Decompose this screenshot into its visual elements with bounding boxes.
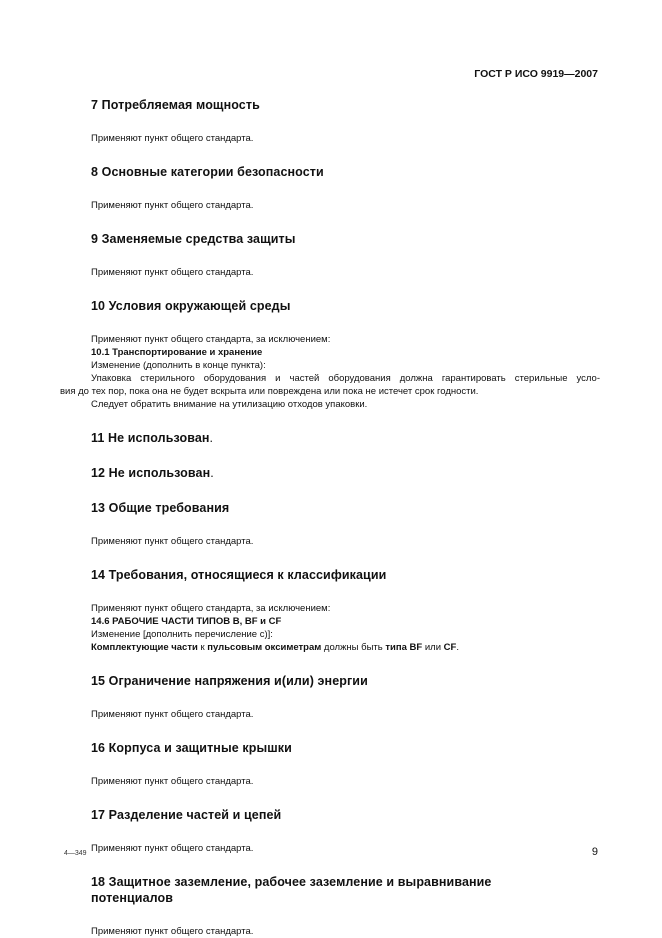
section-14-requirement <box>60 641 600 654</box>
section-10-body-line1: Упаковка стерильного оборудования и частей оборудования должна гарантировать стерильные усло- <box>91 373 600 384</box>
section-18-text: Применяют пункт общего стандарта. <box>91 926 254 937</box>
section-8-title: 8 Основные категории безопасности <box>91 165 324 179</box>
req-part3: пульсовым оксиметрам <box>207 642 322 653</box>
req-part5: типа BF <box>385 642 423 653</box>
section-18 <box>60 874 600 938</box>
section-12-title-text: 12 Не использован <box>91 466 211 480</box>
section-10-1-title-text: 10.1 Транспортирование и хранение <box>91 347 263 358</box>
req-part8: . <box>456 642 459 653</box>
section-14-change: Изменение [дополнить перечисление с)]: <box>91 629 273 640</box>
section-14-lead: Применяют пункт общего стандарта, за исключением: <box>91 603 331 614</box>
section-10-body-line2: вия до тех пор, пока она не будет вскрыта или повреждена или пока не истечет срок годности. <box>60 386 479 397</box>
section-16 <box>60 740 600 788</box>
section-10-change: Изменение (дополнить в конце пункта): <box>91 360 266 371</box>
section-14-6-title-text: 14.6 РАБОЧИЕ ЧАСТИ ТИПОВ В, BF и CF <box>91 616 282 627</box>
section-11-title <box>91 430 600 446</box>
section-17-title: 17 Разделение частей и цепей <box>91 808 282 822</box>
document-body <box>60 97 600 938</box>
section-13 <box>60 500 600 548</box>
section-14-6-title <box>60 615 600 628</box>
section-9 <box>60 231 600 279</box>
req-part1: Комплектующие части <box>91 642 198 653</box>
section-18-title-line2: потенциалов <box>91 891 174 905</box>
page-number: 9 <box>591 846 598 858</box>
section-12-title <box>91 465 600 481</box>
section-10-body-line3: Следует обратить внимание на утилизацию отходов упаковки. <box>91 399 368 410</box>
section-18-title-line1: 18 Защитное заземление, рабочее заземление и выравнивание <box>91 875 492 889</box>
section-10-title: 10 Условия окружающей среды <box>91 299 291 313</box>
section-9-text: Применяют пункт общего стандарта. <box>91 267 254 278</box>
section-8 <box>60 164 600 212</box>
section-15-text: Применяют пункт общего стандарта. <box>91 709 254 720</box>
req-part6: или <box>422 642 444 653</box>
section-13-title: 13 Общие требования <box>91 501 230 515</box>
section-17-text: Применяют пункт общего стандарта. <box>91 843 254 854</box>
section-11-title-text: 11 Не использован <box>91 431 210 445</box>
section-15 <box>60 673 600 721</box>
req-part4: должны быть <box>321 642 386 653</box>
section-11-title-dot: . <box>209 431 214 445</box>
section-14 <box>60 567 600 654</box>
section-12 <box>60 465 600 481</box>
section-7-text: Применяют пункт общего стандарта. <box>91 133 254 144</box>
footer-code: 4—349 <box>64 850 87 857</box>
section-11 <box>60 430 600 446</box>
section-15-title: 15 Ограничение напряжения и(или) энергии <box>91 674 368 688</box>
section-7 <box>60 97 600 145</box>
section-16-title: 16 Корпуса и защитные крышки <box>91 741 292 755</box>
section-9-title: 9 Заменяемые средства защиты <box>91 232 296 246</box>
standard-header: ГОСТ Р ИСО 9919—2007 <box>474 68 598 80</box>
section-17 <box>60 807 600 855</box>
section-10-1-title <box>60 346 600 359</box>
section-12-title-dot: . <box>210 466 214 480</box>
req-part2: к <box>197 642 208 653</box>
section-16-text: Применяют пункт общего стандарта. <box>91 776 254 787</box>
req-part7: CF <box>443 642 457 653</box>
section-10 <box>60 298 600 411</box>
section-10-lead: Применяют пункт общего стандарта, за исключением: <box>91 334 331 345</box>
section-13-text: Применяют пункт общего стандарта. <box>91 536 254 547</box>
section-14-title: 14 Требования, относящиеся к классификации <box>91 568 387 582</box>
section-7-title: 7 Потребляемая мощность <box>91 98 260 112</box>
section-8-text: Применяют пункт общего стандарта. <box>91 200 254 211</box>
